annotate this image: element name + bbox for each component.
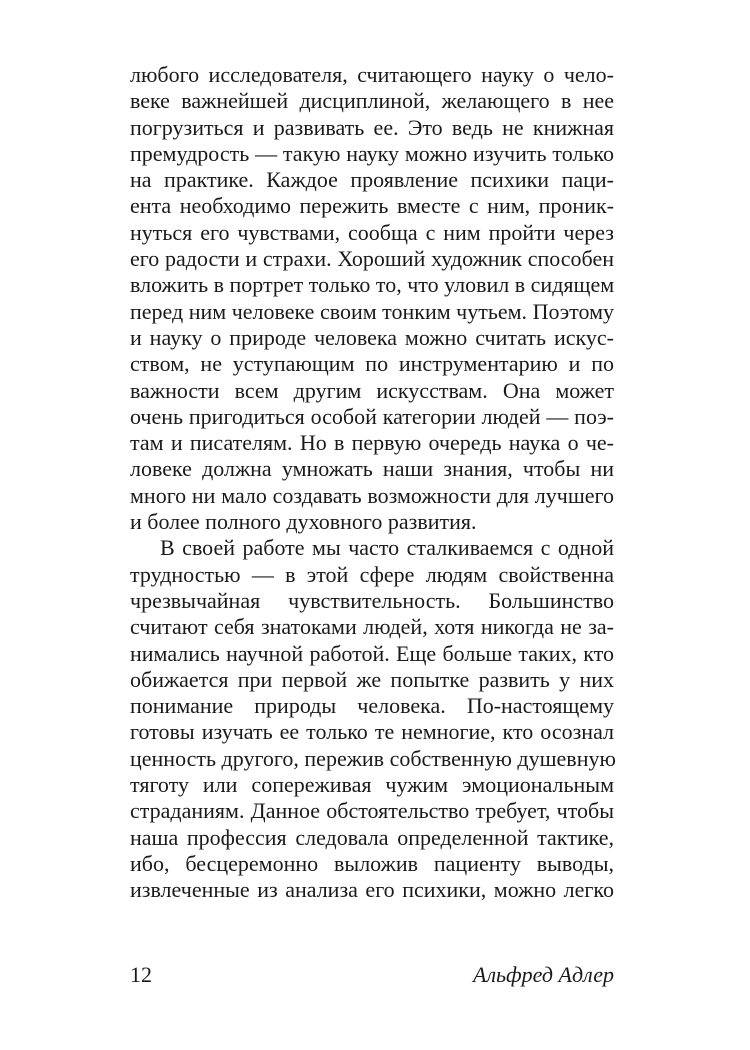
text-line: тяготу или сопереживая чужим эмоциональным: [130, 772, 614, 798]
text-line: нимались научной работой. Еще больше таких, кто: [130, 640, 614, 666]
text-line: любого исследователя, считающего науку о чело-: [130, 62, 614, 87]
text-line: ибо, бесцеремонно выложив пациенту выводы,: [130, 850, 614, 876]
text-line: понимание природы человека. По-настоящему: [130, 693, 614, 719]
text-line: веке важнейшей дисциплиной, желающего в нее: [130, 88, 614, 114]
text-line: премудрость — такую науку можно изучить только: [130, 140, 614, 166]
page-body: [130, 62, 614, 904]
paragraph-1: [130, 62, 614, 535]
text-line: ента необходимо пережить вместе с ним, проник-: [130, 193, 614, 219]
text-line: наша профессия следовала определенной тактике,: [130, 824, 614, 850]
text-line: очень пригодиться особой категории людей — поэ-: [130, 403, 614, 429]
text-line: страданиям. Данное обстоятельство требует, чтобы: [130, 798, 614, 824]
text-line: извлеченные из анализа его психики, можно легко: [130, 877, 614, 903]
page-number: 12: [130, 962, 152, 987]
paragraph-2: [130, 535, 614, 903]
text-line: перед ним человеке своим тонким чутьем. Поэтому: [130, 298, 614, 324]
text-line: там и писателям. Но в первую очередь наука о че-: [130, 430, 614, 456]
running-author: Альфред Адлер: [473, 962, 614, 987]
text-line: ценность другого, пережив собственную душевную: [130, 745, 616, 771]
text-line: много ни мало создавать возможности для лучшего: [130, 482, 614, 508]
text-line: вложить в портрет только то, что уловил в сидящем: [130, 272, 615, 298]
text-line: на практике. Каждое проявление психики паци-: [130, 167, 614, 193]
text-line: и более полного духовного развития.: [130, 509, 477, 535]
text-line: обижается при первой же попытке развить у них: [130, 666, 614, 692]
text-line: считают себя знатоками людей, хотя никогда не за-: [130, 614, 614, 640]
text-line: важности всем другим искусствам. Она может: [130, 377, 614, 403]
text-line: его радости и страхи. Хороший художник способен: [130, 246, 614, 272]
text-line: погрузиться и развивать ее. Это ведь не книжная: [130, 114, 614, 140]
text-line: трудностью — в этой сфере людям свойственна: [130, 561, 614, 587]
text-line: ловеке должна умножать наши знания, чтобы ни: [130, 456, 614, 482]
text-line: и науку о природе человека можно считать искус-: [130, 324, 614, 350]
text-line: готовы изучать ее только те немногие, кто осознал: [130, 719, 614, 745]
text-line: нуться его чувствами, сообща с ним пройти через: [130, 219, 614, 245]
text-line: В своей работе мы часто сталкиваемся с одной: [160, 535, 614, 561]
text-line: ством, не уступающим по инструментарию и по: [130, 351, 614, 377]
text-line: чрезвычайная чувствительность. Большинство: [130, 587, 614, 613]
